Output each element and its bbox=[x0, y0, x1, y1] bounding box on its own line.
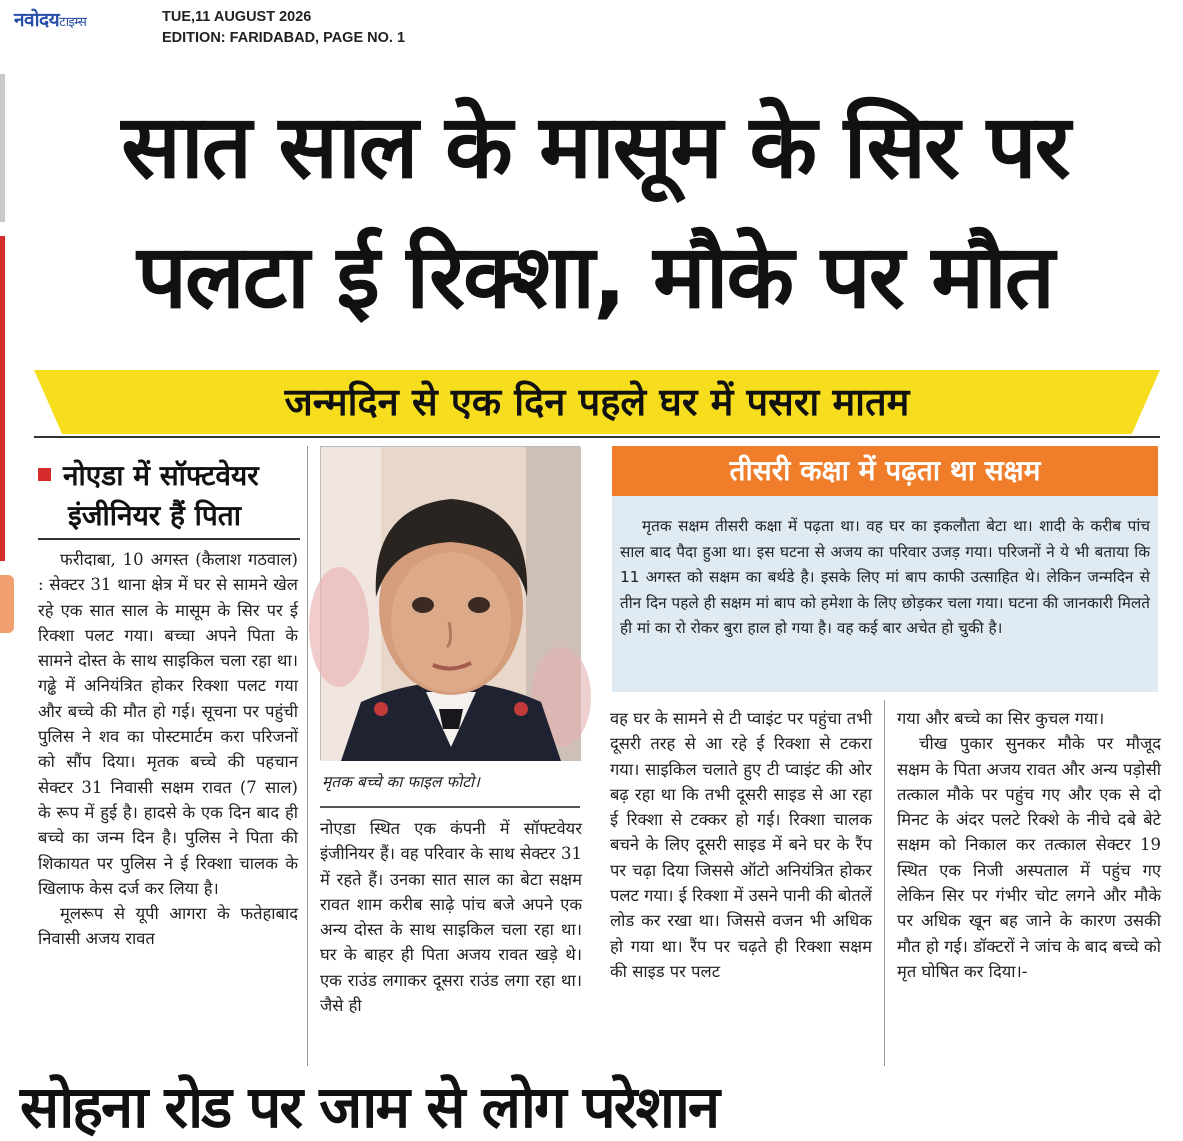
section-rule bbox=[34, 436, 1160, 438]
subheadline: जन्मदिन से एक दिन पहले घर में पसरा मातम bbox=[284, 380, 910, 424]
issue-date: TUE,11 AUGUST 2026 bbox=[162, 9, 312, 25]
article-column-2 bbox=[320, 816, 582, 1018]
child-portrait-image bbox=[321, 447, 581, 761]
margin-mark-grey bbox=[0, 74, 5, 222]
article-column-3 bbox=[610, 706, 872, 984]
caption-rule bbox=[320, 806, 580, 808]
sidebar-heading-line-2: इंजीनियर हैं पिता bbox=[68, 499, 241, 532]
newspaper-logo: नवोदयटाइम्स bbox=[14, 9, 87, 31]
headline-line-2: पलटा ई रिक्शा, मौके पर मौत bbox=[137, 225, 1053, 328]
sidebar-heading-rule bbox=[38, 538, 300, 540]
column-divider bbox=[884, 700, 885, 1066]
sidebar-heading-line-1: नोएडा में सॉफ्टवेयर bbox=[63, 459, 259, 492]
next-headline-cutoff bbox=[20, 1073, 1170, 1141]
margin-mark-orange bbox=[0, 575, 14, 633]
sidebar-heading bbox=[38, 456, 300, 536]
info-box-title: तीसरी कक्षा में पढ़ता था सक्षम bbox=[612, 446, 1158, 496]
headline-line-1: सात साल के मासूम के सिर पर bbox=[121, 95, 1069, 198]
article-paragraph: फरीदाबा, 10 अगस्त (कैलाश गठवाल) : सेक्टर 31 थाना क्षेत्र में घर से सामने खेल रहे एक सात साल के मासूम के सिर पर ई रिक्शा पलट गया। बच्चा अपने पिता के सामने दोस्त के साथ साइकिल चला रहा था। गढ्ढे में अनियंत्रित होकर रिक्शा पलट गया और बच्चे की मौत हो गई। सूचना पर पहुंची पुलिस ने शव का पोस्टमार्टम करा परिजनों को सौंप दिया। मृतक बच्चे की पहचान सेक्टर 31 निवासी सक्षम रावत (7 साल) के रूप में हुई है। हादसे के एक दिन बाद ही बच्चे का जन्म दिन है। पुलिस ने पिता की शिकायत पर पुलिस ने ई रिक्शा चालक के खिलाफ केस दर्ज कर लिया है। bbox=[38, 550, 298, 898]
article-column-1 bbox=[38, 547, 298, 952]
bullet-square-icon bbox=[38, 468, 51, 481]
margin-mark-red bbox=[0, 236, 5, 561]
column-divider bbox=[307, 446, 308, 1066]
article-paragraph: नोएडा स्थित एक कंपनी में सॉफ्टवेयर इंजीनियर हैं। वह परिवार के साथ सेक्टर 31 में रहते हैं। उनका सात साल का बेटा सक्षम रावत शाम करीब साढ़े पांच बजे अपने एक अन्य दोस्त के साथ साइकिल चला रहा था। घर के बाहर ही पिता अजय रावत खड़े थे। एक राउंड लगाकर दूसरा राउंड लगा रहा था। जैसे ही bbox=[320, 819, 582, 1016]
article-column-4 bbox=[897, 706, 1161, 984]
article-paragraph: वह घर के सामने से टी प्वाइंट पर पहुंचा तभी दूसरी तरह से आ रहे ई रिक्शा से टकरा गया। साइकिल चलाते हुए टी प्वाइंट की ओर बढ़ रहा था कि तभी दूसरी साइड से आ रहा ई रिक्शा से टक्कर हो गई। रिक्शा चालक बचने के लिए दूसरी साइड में बने घर के रैंप पर चढ़ा दिया जिससे ऑटो अनियंत्रित होकर पलट गया। ई रिक्शा में उसने पानी की बोतलें लोड कर रखा था। जिससे वजन भी अधिक हो गया था। रैंप पर चढ़ते ही रिक्शा सक्षम की साइड पर पलट bbox=[610, 709, 872, 981]
article-paragraph: गया और बच्चे का सिर कुचल गया। bbox=[897, 709, 1105, 728]
next-headline-text: सोहना रोड पर जाम से लोग परेशान bbox=[20, 1073, 719, 1141]
info-box-paragraph: मृतक सक्षम तीसरी कक्षा में पढ़ता था। वह घर का इकलौता बेटा था। शादी के करीब पांच साल बाद पैदा हुआ था। इस घटना से अजय का परिवार उजड़ गया। परिजनों ने ये भी बताया कि 11 अगस्त को सक्षम का बर्थडे है। इसके लिए मां बाप काफी उत्साहित थे। लेकिन जन्मदिन से तीन दिन पहले ही सक्षम मां बाप को हमेशा के लिए छोड़कर चला गया। घटना की जानकारी मिलते ही मां का रो रोकर बुरा हाल हो गया है। वह कई बार अचेत हो चुकी है। bbox=[620, 517, 1150, 637]
main-headline bbox=[20, 82, 1170, 342]
article-paragraph: मूलरूप से यूपी आगरा के फतेहाबाद निवासी अजय रावत bbox=[38, 904, 298, 949]
child-photo bbox=[320, 446, 580, 760]
photo-caption: मृतक बच्चे का फाइल फोटो। bbox=[322, 773, 480, 791]
issue-edition: EDITION: FARIDABAD, PAGE NO. 1 bbox=[162, 30, 406, 46]
issue-meta bbox=[162, 7, 405, 49]
info-box-text bbox=[620, 514, 1150, 642]
article-paragraph: चीख पुकार सुनकर मौके पर मौजूद सक्षम के पिता अजय रावत और अन्य पड़ोसी तत्काल मौके पर पहुंच गए और एक से दो मिनट के अंदर पलटे रिक्शे के नीचे दबे बेटे सक्षम को निकाल कर तत्काल सेक्टर 19 स्थित एक निजी अस्पताल में पहुंच गए लेकिन सिर पर गंभीर चोट लगने और मौके पर अधिक खून बह जाने के कारण उसकी मौत हो गई। डॉक्टरों ने जांच के बाद बच्चे को मृत घोषित कर दिया।- bbox=[897, 734, 1161, 981]
